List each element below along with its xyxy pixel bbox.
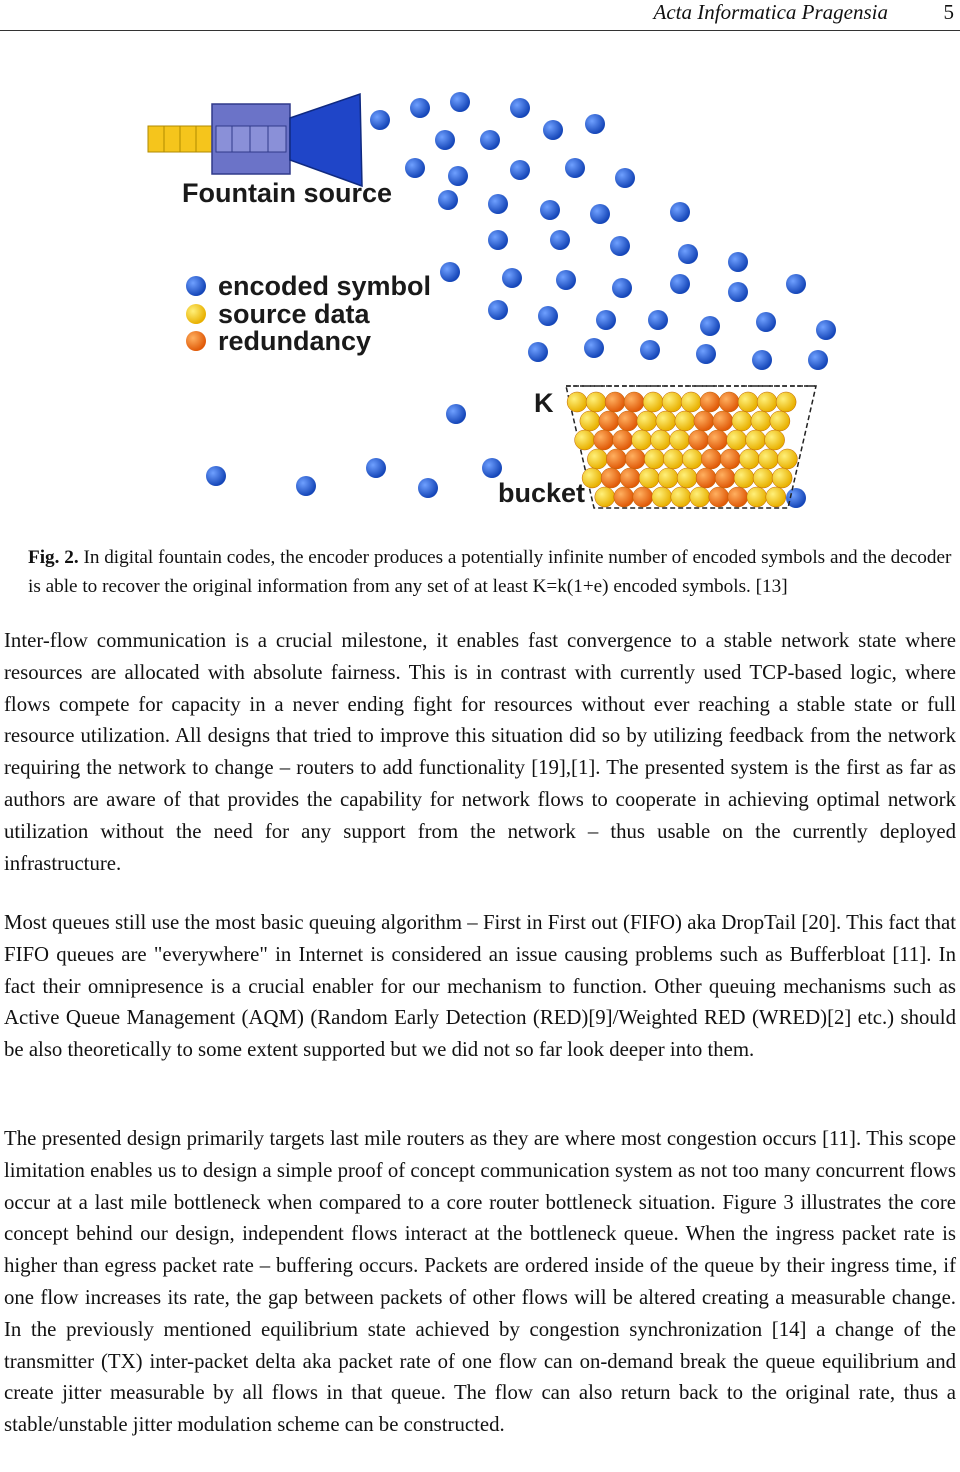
encoded-symbol-dot — [816, 320, 836, 340]
bucket-symbol — [708, 430, 728, 450]
encoded-symbol-dot — [488, 230, 508, 250]
bucket-symbol — [633, 487, 653, 507]
encoded-symbol-dot — [538, 306, 558, 326]
bucket-symbols — [567, 392, 797, 507]
bucket-symbol — [715, 468, 735, 488]
legend-source-dot — [186, 304, 206, 324]
encoded-symbol-dot — [590, 204, 610, 224]
encoded-symbol-dot — [435, 130, 455, 150]
encoded-symbol-dot — [410, 98, 430, 118]
bucket-symbol — [643, 392, 663, 412]
encoded-symbol-dot — [728, 252, 748, 272]
bucket-symbol — [625, 449, 645, 469]
encoded-symbol-dot — [696, 344, 716, 364]
encoded-symbol-dot — [648, 310, 668, 330]
bucket-symbol — [670, 430, 690, 450]
bucket-symbol — [637, 411, 657, 431]
bucket-symbol — [696, 468, 716, 488]
bucket-symbol — [777, 449, 797, 469]
figure-number: Fig. 2. — [28, 547, 79, 568]
bucket-symbol — [575, 430, 595, 450]
page-header — [0, 0, 960, 31]
figure-caption — [28, 543, 956, 601]
encoded-symbol-dot — [700, 316, 720, 336]
bucket-symbol — [757, 392, 777, 412]
bucket-symbol — [605, 392, 625, 412]
encoded-symbol-dot — [540, 200, 560, 220]
bucket-symbol — [613, 430, 633, 450]
encoded-symbol-dot — [480, 130, 500, 150]
encoded-symbol-dot — [440, 262, 460, 282]
encoded-symbol-dot — [585, 114, 605, 134]
bucket-symbol — [656, 411, 676, 431]
encoded-symbol-dot — [510, 160, 530, 180]
paragraph-2-text: Most queues still use the most basic queuing algorithm – First in First out (FIFO) aka DropTail [20]. This fact that FIFO queues are "everywhere" in Internet is considered an issue causing problems such as Bufferbloat [11]. In fact their omnipresence is a crucial enabler for our mechanism to function. Other queuing mechanisms such as Active Queue Management (AQM) (Random Early Detection (RED)[9]/Weighted RED (WRED)[2] etc.) should be also theoretically to some extent supported but we did not so far look deeper into them. — [4, 911, 956, 1062]
encoded-symbol-dot — [528, 342, 548, 362]
legend-redundancy-dot — [186, 331, 206, 351]
encoded-symbol-dot — [786, 274, 806, 294]
bucket-symbol — [586, 392, 606, 412]
k-label: K — [534, 388, 554, 418]
encoded-symbol-dot — [450, 92, 470, 112]
encoded-symbol-dot — [206, 466, 226, 486]
fountain-source-label: Fountain source — [182, 178, 393, 208]
encoded-symbol-dot — [550, 230, 570, 250]
encoded-symbol-dot — [296, 476, 316, 496]
bucket-symbol — [689, 430, 709, 450]
bucket-symbol — [594, 430, 614, 450]
bucket-symbol — [639, 468, 659, 488]
bucket-symbol — [624, 392, 644, 412]
bucket-symbol — [728, 487, 748, 507]
bucket-symbol — [772, 468, 792, 488]
encoded-symbol-dot — [556, 270, 576, 290]
bucket-symbol — [700, 392, 720, 412]
bucket-symbol — [606, 449, 626, 469]
bucket-symbol — [677, 468, 697, 488]
bucket-symbol — [652, 487, 672, 507]
encoded-symbol-dot — [565, 158, 585, 178]
fountain-pipe — [148, 94, 362, 186]
encoded-symbol-dot — [678, 244, 698, 264]
bucket-label: bucket — [498, 478, 586, 508]
encoded-symbol-dot — [366, 458, 386, 478]
bucket-symbol — [738, 392, 758, 412]
bucket-symbol — [601, 468, 621, 488]
bucket-symbol — [720, 449, 740, 469]
bucket-symbol — [709, 487, 729, 507]
bucket-symbol — [662, 392, 682, 412]
encoded-symbol-dot — [596, 310, 616, 330]
encoded-symbol-dot — [405, 158, 425, 178]
bucket-symbol — [770, 411, 790, 431]
bucket-symbol — [632, 430, 652, 450]
encoded-symbol-dot — [615, 168, 635, 188]
bucket-symbol — [599, 411, 619, 431]
paragraph-1 — [4, 625, 956, 879]
bucket-symbol — [644, 449, 664, 469]
bucket-symbol — [766, 487, 786, 507]
encoded-symbol-dot — [612, 278, 632, 298]
encoded-symbol-dot — [752, 350, 772, 370]
encoded-symbol-dot — [446, 404, 466, 424]
bucket-symbol — [681, 392, 701, 412]
paragraph-3-text: The presented design primarily targets last mile routers as they are where most congestion occurs [11]. This scope limitation enables us to design a simple proof of concept communication system as not too many concurrent flows occur at a last mile bottleneck when compared to a core router bottleneck situation. Figure 3 illustrates the core concept behind our design, independent flows interact at the bottleneck queue. When the ingress packet rate is higher than egress packet rate – buffering occurs. Packets are ordered inside of the queue by their ingress time, if one flow increases its rate, the gap between packets of other flows will be altered creating a measurable change. In the previously mentioned equilibrium state achieved by congestion synchronization [14] a change of the transmitter (TX) inter-packet delta aka packet rate of one flow can on-demand break the queue equilibrium and create jitter measurable by all flows in that queue. The flow can also return back to the original rate, thus a stable/unstable jitter modulation scheme can be constructed. — [4, 1127, 956, 1437]
bucket-symbol — [758, 449, 778, 469]
bucket-symbol — [651, 430, 671, 450]
bucket-symbol — [713, 411, 733, 431]
bucket-symbol — [675, 411, 695, 431]
bucket-symbol — [595, 487, 615, 507]
bucket-symbol — [751, 411, 771, 431]
encoded-symbol-dot — [488, 194, 508, 214]
bucket-symbol — [614, 487, 634, 507]
bucket-symbol — [663, 449, 683, 469]
encoded-symbol-dot — [448, 166, 468, 186]
encoded-symbol-dot — [670, 274, 690, 294]
bucket-symbol — [739, 449, 759, 469]
caption-text: In digital fountain codes, the encoder produces a potentially infinite number of encoded symbols and the decoder is able to recover the original information from any set of at least K=k(1+e) encoded symbols. [13] — [28, 547, 952, 597]
encoded-symbol-dot — [584, 338, 604, 358]
legend-encoded-dot — [186, 276, 206, 296]
bucket-symbol — [765, 430, 785, 450]
paragraph-1-text: Inter-flow communication is a crucial milestone, it enables fast convergence to a stable network state where resources are allocated with absolute fairness. This is in contrast with currently used TCP-based logic, where flows compete for capacity in a never ending fight for resources without ever reaching a stable state or full resource utilization. All designs that tried to improve this situation did so by utilizing feedback from the network requiring the network to change – routers to add functionality [19],[1]. The presented system is the first as far as authors are aware of that provides the capability for network flows to cooperate in achieving optimal network utilization without the need for any support from the network – thus usable on the currently deployed infrastructure. — [4, 629, 956, 875]
encoded-symbol-dot — [510, 98, 530, 118]
bucket-symbol — [727, 430, 747, 450]
legend — [186, 271, 431, 356]
legend-encoded-label: encoded symbol — [218, 271, 432, 301]
paragraph-3 — [4, 1123, 956, 1441]
encoded-symbol-dot — [502, 268, 522, 288]
bucket-symbol — [580, 411, 600, 431]
encoded-symbol-dot — [418, 478, 438, 498]
journal-title: Acta Informatica Pragensia — [653, 0, 888, 24]
encoded-symbol-dot — [610, 236, 630, 256]
bucket-symbol — [694, 411, 714, 431]
encoded-symbol-dot — [543, 120, 563, 140]
encoded-symbol-dot — [438, 190, 458, 210]
encoded-symbol-dot — [370, 110, 390, 130]
bucket-symbol — [582, 468, 602, 488]
bucket-symbol — [701, 449, 721, 469]
page-number: 5 — [943, 0, 954, 24]
bucket-symbol — [567, 392, 587, 412]
encoded-symbol-dot — [640, 340, 660, 360]
bucket-symbol — [587, 449, 607, 469]
paragraph-2 — [4, 907, 956, 1066]
encoded-symbol-dot — [808, 350, 828, 370]
legend-source-label: source data — [218, 299, 370, 329]
bucket-symbol — [776, 392, 796, 412]
encoded-symbol-dot — [756, 312, 776, 332]
encoded-symbol-dot — [670, 202, 690, 222]
bucket-symbol — [732, 411, 752, 431]
encoded-symbol-dot — [488, 300, 508, 320]
bucket-symbol — [671, 487, 691, 507]
bucket-symbol — [658, 468, 678, 488]
fountain-code-figure — [0, 80, 960, 520]
encoded-symbol-dot — [482, 458, 502, 478]
bucket-symbol — [682, 449, 702, 469]
bucket — [566, 386, 816, 508]
bucket-symbol — [746, 430, 766, 450]
bucket-symbol — [753, 468, 773, 488]
bucket-symbol — [690, 487, 710, 507]
bucket-symbol — [618, 411, 638, 431]
encoded-symbol-dot — [728, 282, 748, 302]
bucket-symbol — [747, 487, 767, 507]
bucket-symbol — [734, 468, 754, 488]
bucket-symbol — [719, 392, 739, 412]
bucket-symbol — [620, 468, 640, 488]
legend-redundancy-label: redundancy — [218, 326, 372, 356]
